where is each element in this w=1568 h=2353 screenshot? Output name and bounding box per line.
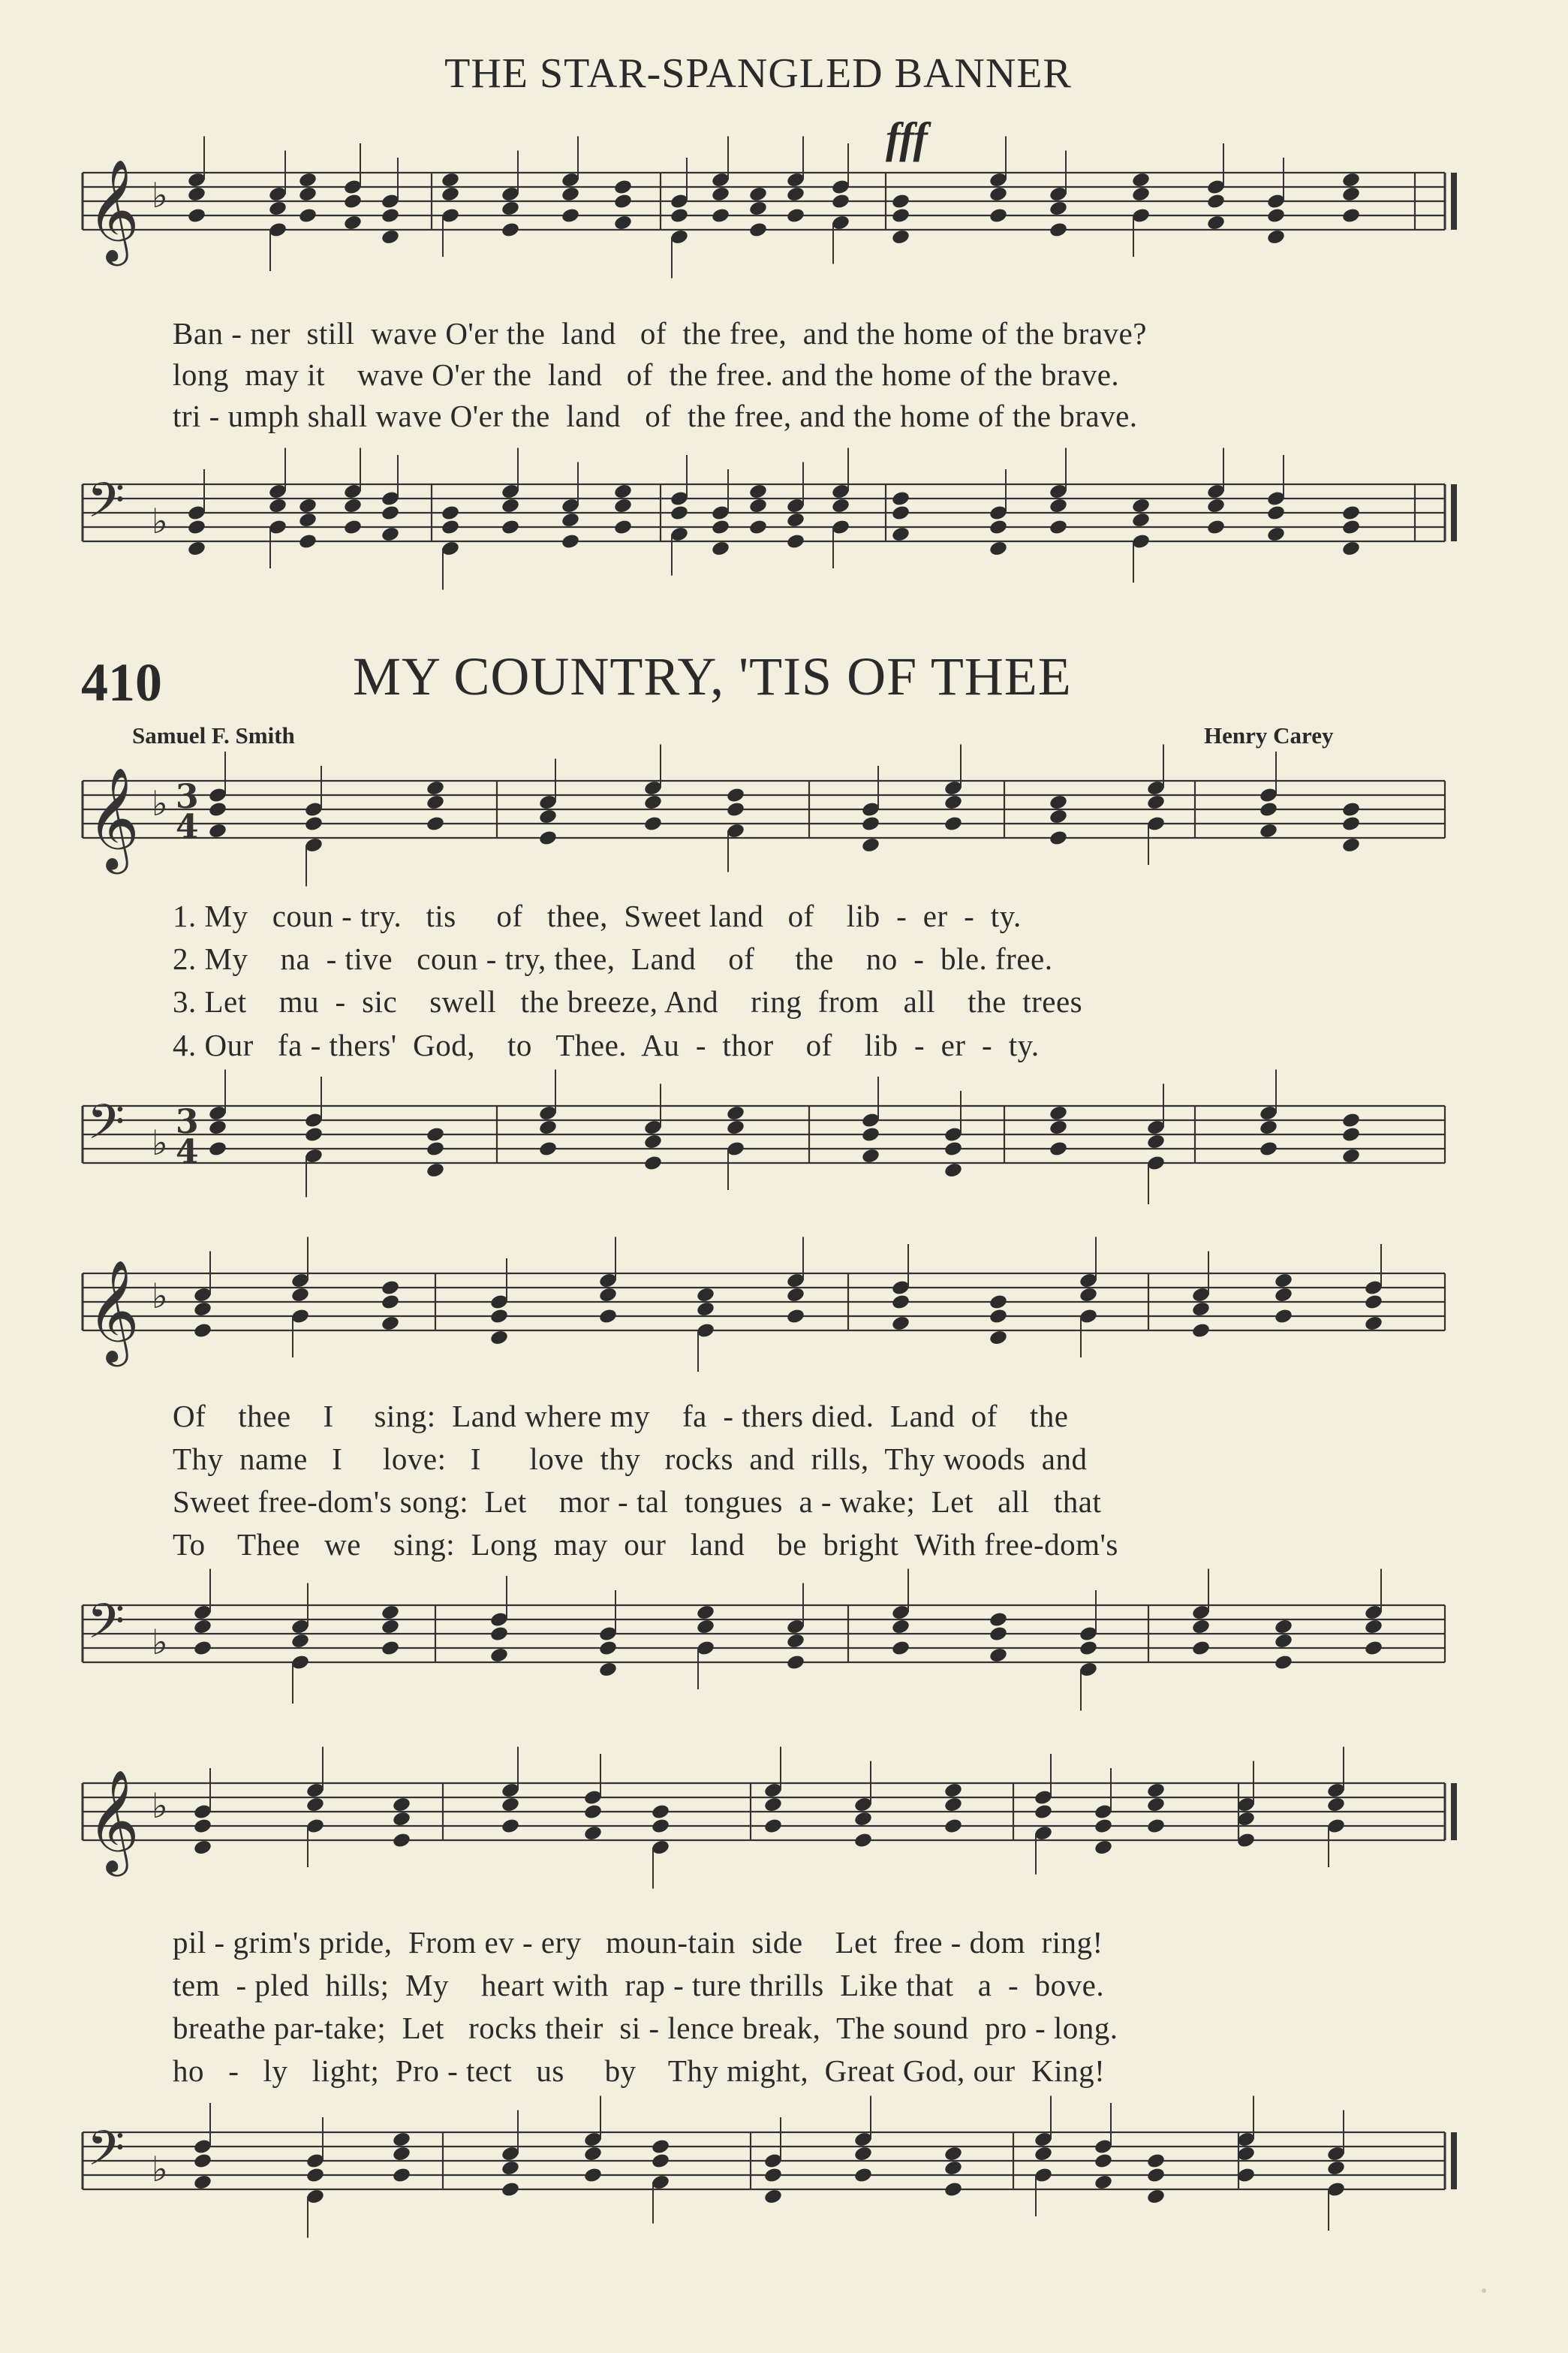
notehead	[711, 519, 730, 536]
notehead	[343, 497, 363, 514]
notehead	[598, 1286, 618, 1303]
system2-verse-3: Sweet free-dom's song: Let mor - tal tongues a - wake; Let all that	[173, 1484, 1102, 1519]
notehead	[989, 1308, 1008, 1325]
system2-verse-4: To Thee we sing: Long may our land be bright With free-dom's	[173, 1527, 1118, 1562]
notehead	[1131, 171, 1151, 188]
notehead	[1206, 497, 1226, 514]
notehead	[392, 2145, 411, 2162]
bass-clef-icon: 𝄢	[87, 473, 125, 541]
notehead	[1259, 1140, 1278, 1158]
notehead	[381, 207, 400, 224]
notehead	[696, 1286, 715, 1303]
notehead	[1274, 1618, 1293, 1635]
notehead	[1274, 1286, 1293, 1303]
notehead	[304, 815, 324, 833]
notehead	[426, 794, 445, 811]
notehead	[1274, 1272, 1293, 1289]
flat-key-signature-icon: ♭	[152, 1622, 168, 1662]
notehead	[748, 200, 768, 217]
notehead	[561, 207, 580, 224]
notehead	[1146, 2188, 1166, 2205]
notehead	[1341, 185, 1361, 203]
notehead	[290, 1286, 310, 1303]
author-credit: Samuel F. Smith	[132, 722, 295, 749]
notehead	[1034, 2145, 1053, 2162]
composer-credit: Henry Carey	[1204, 722, 1334, 749]
notehead	[786, 533, 805, 550]
notehead	[441, 505, 460, 522]
notehead	[381, 1294, 400, 1311]
notehead	[861, 815, 880, 833]
notehead	[786, 207, 805, 224]
notehead	[583, 2145, 603, 2162]
notehead	[1049, 200, 1068, 217]
notehead	[1341, 505, 1361, 522]
notehead	[891, 505, 910, 522]
notehead	[726, 801, 745, 818]
flat-key-signature-icon: ♭	[152, 1122, 168, 1163]
flat-key-signature-icon: ♭	[152, 783, 168, 824]
notehead	[538, 1119, 558, 1136]
notehead	[1364, 1618, 1383, 1635]
notehead	[489, 1308, 509, 1325]
notehead	[208, 1140, 227, 1158]
notehead	[831, 193, 850, 210]
system1-verse-4: 4. Our fa - thers' God, to Thee. Au - thor of lib - er - ty.	[173, 1028, 1040, 1062]
notehead	[711, 540, 730, 557]
notehead	[1341, 1147, 1361, 1164]
notehead	[891, 1618, 910, 1635]
time-signature-bottom: 4	[176, 808, 199, 846]
notehead	[748, 519, 768, 536]
notehead	[1191, 1618, 1211, 1635]
notehead	[613, 214, 633, 231]
notehead	[489, 1646, 509, 1664]
notehead	[944, 2145, 963, 2162]
notehead	[561, 185, 580, 203]
notehead	[651, 1818, 670, 1835]
notehead	[853, 1810, 873, 1827]
paper-speck	[1482, 2288, 1486, 2293]
notehead	[441, 185, 460, 203]
treble-clef-icon: 𝄞	[87, 1768, 140, 1872]
system3-verse-3: breathe par-take; Let rocks their si - lence break, The sound pro - long.	[173, 2011, 1118, 2045]
notehead	[193, 2174, 212, 2191]
system2-verse-1: Of thee I sing: Land where my fa - thers died. Land of the	[173, 1399, 1069, 1433]
notehead	[853, 1832, 873, 1849]
notehead	[763, 2167, 783, 2184]
notehead	[298, 533, 318, 550]
notehead	[392, 2167, 411, 2184]
notehead	[1049, 1104, 1068, 1122]
notehead	[1146, 1133, 1166, 1150]
notehead	[208, 1119, 227, 1136]
notehead	[944, 1818, 963, 1835]
notehead	[1034, 1803, 1053, 1821]
notehead	[891, 1294, 910, 1311]
notehead	[1094, 2153, 1113, 2170]
notehead	[1341, 815, 1361, 833]
notehead	[786, 511, 805, 529]
notehead	[786, 1286, 805, 1303]
hymn1-title: THE STAR-SPANGLED BANNER	[444, 50, 1072, 97]
treble-clef-icon: 𝄞	[87, 766, 140, 869]
notehead	[891, 228, 910, 246]
flat-key-signature-icon: ♭	[152, 1785, 168, 1826]
notehead	[489, 1329, 509, 1346]
notehead	[187, 519, 206, 536]
notehead	[711, 185, 730, 203]
dynamic-marking: fff	[886, 113, 928, 162]
notehead	[1266, 228, 1286, 246]
notehead	[501, 200, 520, 217]
notehead	[1049, 830, 1068, 847]
notehead	[1049, 794, 1068, 811]
notehead	[187, 207, 206, 224]
notehead	[1341, 171, 1361, 188]
notehead	[501, 221, 520, 239]
notehead	[613, 519, 633, 536]
notehead	[696, 1300, 715, 1318]
notehead	[1094, 1818, 1113, 1835]
notehead	[1326, 1796, 1346, 1813]
notehead	[441, 519, 460, 536]
notehead	[305, 2167, 325, 2184]
notehead	[392, 1832, 411, 1849]
notehead	[944, 815, 963, 833]
notehead	[426, 779, 445, 797]
notehead	[298, 185, 318, 203]
notehead	[193, 1818, 212, 1835]
notehead	[763, 1796, 783, 1813]
notehead	[1341, 540, 1361, 557]
notehead	[763, 2188, 783, 2205]
notehead	[944, 1140, 963, 1158]
notehead	[944, 2159, 963, 2177]
notehead	[193, 1640, 212, 1657]
notehead	[891, 193, 910, 210]
notehead	[392, 1810, 411, 1827]
notehead	[1146, 2153, 1166, 2170]
notehead	[989, 207, 1008, 224]
notehead	[1274, 1632, 1293, 1650]
hymn1-verse-2: long may it wave O'er the land of the free. and the home of the brave.	[173, 357, 1120, 392]
notehead	[1341, 836, 1361, 854]
system3-verse-2: tem - pled hills; My heart with rap - ture thrills Like that a - bove.	[173, 1968, 1105, 2002]
notehead	[501, 519, 520, 536]
notehead	[670, 505, 689, 522]
notehead	[298, 171, 318, 188]
notehead	[643, 1133, 663, 1150]
notehead	[1364, 1294, 1383, 1311]
notehead	[1206, 214, 1226, 231]
system3-verse-4: ho - ly light; Pro - tect us by Thy might, Great God, our King!	[173, 2053, 1106, 2088]
notehead	[1131, 185, 1151, 203]
notehead	[748, 185, 768, 203]
notehead	[853, 2145, 873, 2162]
flat-key-signature-icon: ♭	[152, 501, 168, 541]
notehead	[786, 1654, 805, 1671]
notehead	[786, 185, 805, 203]
notehead	[748, 497, 768, 514]
notehead	[651, 2138, 670, 2156]
notehead	[343, 214, 363, 231]
notehead	[304, 1126, 324, 1143]
notehead	[1274, 1654, 1293, 1671]
notehead	[748, 483, 768, 500]
notehead	[1049, 221, 1068, 239]
notehead	[989, 540, 1008, 557]
treble-clef-icon: 𝄞	[87, 1258, 140, 1362]
notehead	[426, 1140, 445, 1158]
hymn-number: 410	[81, 652, 162, 713]
notehead	[861, 1147, 880, 1164]
notehead	[1146, 794, 1166, 811]
notehead	[343, 519, 363, 536]
notehead	[1146, 1796, 1166, 1813]
notehead	[598, 1640, 618, 1657]
notehead	[381, 1604, 400, 1621]
notehead	[381, 1315, 400, 1332]
notehead	[298, 207, 318, 224]
notehead	[861, 1126, 880, 1143]
notehead	[381, 505, 400, 522]
notehead	[208, 801, 227, 818]
notehead	[561, 533, 580, 550]
notehead	[944, 2181, 963, 2198]
notehead	[989, 1625, 1008, 1643]
notehead	[1191, 1300, 1211, 1318]
notehead	[392, 2131, 411, 2148]
notehead	[501, 2181, 520, 2198]
notehead	[989, 1294, 1008, 1311]
notehead	[583, 2167, 603, 2184]
notehead	[426, 815, 445, 833]
notehead	[1259, 801, 1278, 818]
notehead	[1094, 1839, 1113, 1856]
notehead	[1266, 207, 1286, 224]
time-signature-top: 3	[176, 778, 199, 816]
notehead	[726, 1104, 745, 1122]
notehead	[1364, 1640, 1383, 1657]
flat-key-signature-icon: ♭	[152, 2149, 168, 2189]
notehead	[193, 2153, 212, 2170]
notehead	[426, 1126, 445, 1143]
notehead	[651, 2153, 670, 2170]
notehead	[381, 228, 400, 246]
notehead	[643, 794, 663, 811]
hymn2-title: MY COUNTRY, 'TIS OF THEE	[353, 646, 1072, 707]
notehead	[538, 830, 558, 847]
system1-verse-3: 3. Let mu - sic swell the breeze, And ring from all the trees	[173, 984, 1083, 1019]
notehead	[489, 1625, 509, 1643]
notehead	[891, 207, 910, 224]
notehead	[726, 787, 745, 804]
notehead	[305, 1796, 325, 1813]
notehead	[381, 1640, 400, 1657]
system2-verse-2: Thy name I love: I love thy rocks and rills, Thy woods and	[173, 1442, 1088, 1476]
notehead	[1341, 1126, 1361, 1143]
system1-verse-1: 1. My coun - try. tis of thee, Sweet land of lib - er - ty.	[173, 899, 1022, 933]
notehead	[989, 185, 1008, 203]
notehead	[643, 1155, 663, 1172]
notehead	[670, 207, 689, 224]
notehead	[298, 497, 318, 514]
notehead	[1259, 1119, 1278, 1136]
notehead	[501, 497, 520, 514]
notehead	[989, 1646, 1008, 1664]
notehead	[561, 511, 580, 529]
notehead	[613, 483, 633, 500]
notehead	[1341, 519, 1361, 536]
system3-verse-1: pil - grim's pride, From ev - ery moun-tain side Let free - dom ring!	[173, 1925, 1103, 1960]
notehead	[1131, 497, 1151, 514]
notehead	[643, 815, 663, 833]
notehead	[538, 1140, 558, 1158]
notehead	[381, 1618, 400, 1635]
notehead	[944, 1796, 963, 1813]
notehead	[1049, 497, 1068, 514]
notehead	[1341, 801, 1361, 818]
notehead	[696, 1604, 715, 1621]
notehead	[944, 794, 963, 811]
notehead	[1274, 1308, 1293, 1325]
treble-clef-icon: 𝄞	[87, 158, 140, 261]
notehead	[193, 1618, 212, 1635]
notehead	[1191, 1640, 1211, 1657]
notehead	[441, 171, 460, 188]
notehead	[1049, 1140, 1068, 1158]
notehead	[381, 526, 400, 543]
notehead	[1049, 519, 1068, 536]
notehead	[538, 808, 558, 825]
notehead	[651, 1803, 670, 1821]
bass-clef-icon: 𝄢	[87, 1594, 125, 1662]
notehead	[891, 490, 910, 508]
notehead	[989, 519, 1008, 536]
notehead	[501, 1818, 520, 1835]
bass-clef-icon: 𝄢	[87, 1095, 125, 1162]
notehead	[501, 1796, 520, 1813]
notehead	[426, 1161, 445, 1179]
time-signature-bottom: 4	[176, 1133, 199, 1171]
notehead	[944, 1161, 963, 1179]
notehead	[1206, 193, 1226, 210]
notehead	[583, 1803, 603, 1821]
notehead	[193, 1839, 212, 1856]
notehead	[598, 1308, 618, 1325]
notehead	[583, 1824, 603, 1842]
notehead	[1364, 1315, 1383, 1332]
notehead	[381, 1279, 400, 1297]
notehead	[392, 1796, 411, 1813]
notehead	[1341, 207, 1361, 224]
hymn1-verse-1: Ban - ner still wave O'er the land of the free, and the home of the brave?	[173, 316, 1147, 351]
notehead	[1266, 505, 1286, 522]
notehead	[1326, 2159, 1346, 2177]
notehead	[1079, 1640, 1098, 1657]
notehead	[613, 193, 633, 210]
notehead	[1049, 1119, 1068, 1136]
notehead	[891, 526, 910, 543]
notehead	[748, 221, 768, 239]
notehead	[613, 497, 633, 514]
notehead	[1146, 1782, 1166, 1799]
notehead	[187, 185, 206, 203]
notehead	[598, 1661, 618, 1678]
notehead	[1049, 808, 1068, 825]
notehead	[891, 1640, 910, 1657]
notehead	[268, 497, 287, 514]
bass-clef-icon: 𝄢	[87, 2121, 125, 2189]
notehead	[1191, 1322, 1211, 1339]
notehead	[290, 1632, 310, 1650]
notehead	[208, 822, 227, 839]
notehead	[343, 193, 363, 210]
hymn1-verse-3: tri - umph shall wave O'er the land of the free, and the home of the brave.	[173, 399, 1138, 433]
flat-key-signature-icon: ♭	[152, 175, 168, 215]
notehead	[193, 1300, 212, 1318]
notehead	[193, 1322, 212, 1339]
notehead	[989, 1611, 1008, 1628]
notehead	[1259, 822, 1278, 839]
notehead	[786, 1632, 805, 1650]
notehead	[1094, 2174, 1113, 2191]
notehead	[861, 836, 880, 854]
notehead	[1146, 1818, 1166, 1835]
notehead	[989, 1329, 1008, 1346]
notehead	[1341, 1112, 1361, 1129]
notehead	[298, 511, 318, 529]
notehead	[268, 200, 287, 217]
notehead	[187, 540, 206, 557]
notehead	[944, 1782, 963, 1799]
notehead	[696, 1618, 715, 1635]
notehead	[711, 207, 730, 224]
notehead	[726, 1119, 745, 1136]
notehead	[831, 497, 850, 514]
notehead	[1079, 1286, 1098, 1303]
notehead	[891, 1315, 910, 1332]
notehead	[1146, 2167, 1166, 2184]
notehead	[501, 2159, 520, 2177]
notehead	[1206, 519, 1226, 536]
notehead	[786, 1308, 805, 1325]
system1-verse-2: 2. My na - tive coun - try, thee, Land of the no - ble. free.	[173, 942, 1053, 976]
notehead	[613, 179, 633, 196]
notehead	[1266, 526, 1286, 543]
time-signature-top: 3	[176, 1103, 199, 1141]
notehead	[763, 1818, 783, 1835]
notehead	[853, 2167, 873, 2184]
notehead	[1131, 511, 1151, 529]
flat-key-signature-icon: ♭	[152, 1276, 168, 1316]
